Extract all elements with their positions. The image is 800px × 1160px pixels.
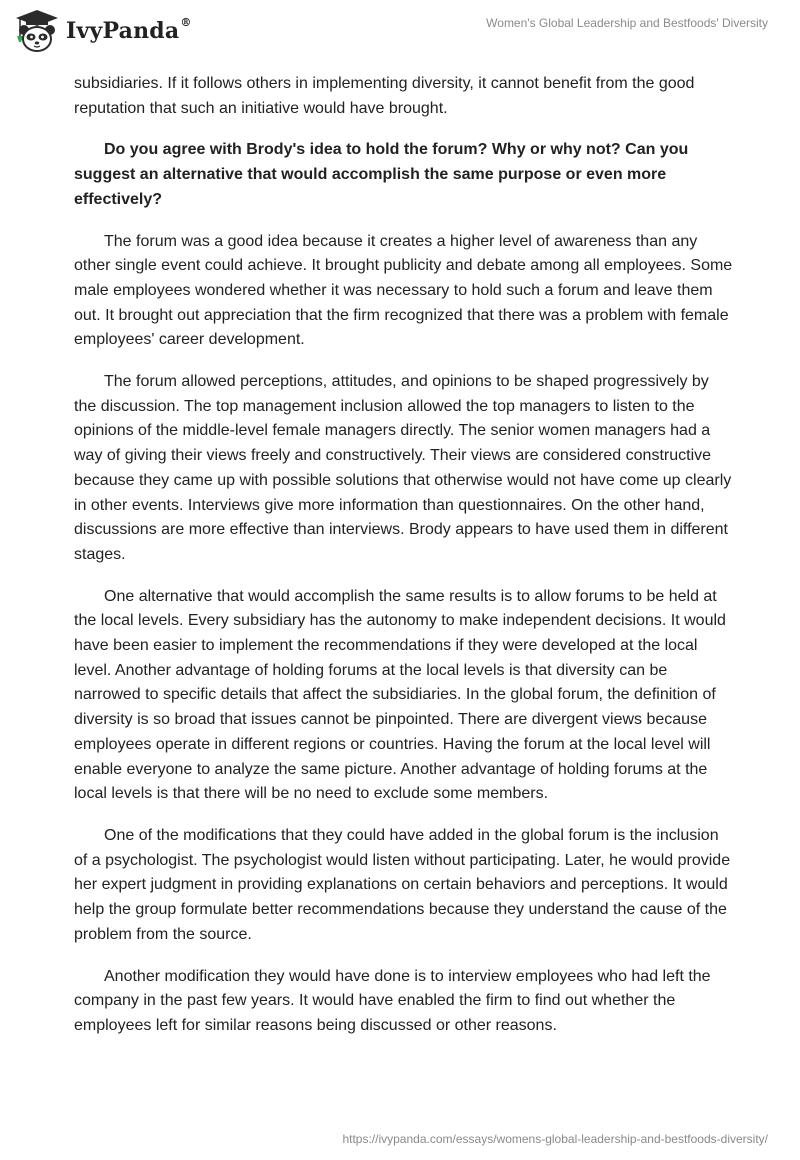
- paragraph: The forum allowed perceptions, attitudes, and opinions to be shaped progressively by the discussion. The top management inclusion allowed the top managers to listen to the opinions of the middle-level female managers directly. The senior women managers had a way of giving their views freely and constructively. Their views are considered constructive because they came up with possible solutions that otherwise would not have come up clearly in other events. Interviews give more information than questionnaires. On the other hand, discussions are more effective than interviews. Brody appears to have used them in different stages.: [74, 373, 732, 563]
- page-header: [0, 0, 800, 70]
- question-heading: Do you agree with Brody's idea to hold the forum? Why or why not? Can you suggest an alternative that would accomplish the same purpose or even more effectively?: [74, 141, 689, 208]
- paragraph: Another modification they would have done is to interview employees who had left the company in the past few years. It would have enabled the firm to find out whether the employees left for similar reasons being discussed or other reasons.: [74, 967, 711, 1034]
- logo-wordmark: IvyPanda®: [66, 15, 192, 44]
- paragraph: One of the modifications that they could have added in the global forum is the inclusion of a psychologist. The psychologist would listen without participating. Later, he would provide her expert judgment in providing explanations on certain behaviors and perceptions. It would help the group formulate better recommendations because they understand the cause of the problem from the source.: [74, 826, 731, 943]
- document-title: Women's Global Leadership and Bestfoods' Diversity: [486, 16, 768, 30]
- paragraph: The forum was a good idea because it creates a higher level of awareness than any other single event could achieve. It brought publicity and debate among all employees. Some male employees wondered whether it was necessary to hold such a forum and leave them out. It brought out appreciation that the firm recognized that there was a problem with female employees' career development.: [74, 232, 733, 349]
- paragraph: One alternative that would accomplish the same results is to allow forums to be held at the local levels. Every subsidiary has the autonomy to make independent decisions. It would have been easier to implement the recommendations if they were developed at the local level. Another advantage of holding forums at the local levels is that diversity can be narrowed to specific details that affect the subsidiaries. In the global forum, the definition of diversity is so broad that issues cannot be pinpointed. There are divergent views because employees operate in different regions or countries. Having the forum at the local level will enable everyone to analyze the same picture. Another advantage of holding forums at the local levels is that there will be no need to exclude some members.: [74, 587, 726, 803]
- essay-body: [74, 72, 734, 1056]
- ivypanda-logo[interactable]: [14, 8, 192, 54]
- paragraph: subsidiaries. If it follows others in implementing diversity, it cannot benefit from the good reputation that such an initiative would have brought.: [74, 75, 695, 117]
- panda-graduate-icon: [14, 8, 60, 54]
- registered-mark: ®: [180, 15, 192, 29]
- source-url[interactable]: https://ivypanda.com/essays/womens-global-leadership-and-bestfoods-diversity/: [342, 1132, 768, 1146]
